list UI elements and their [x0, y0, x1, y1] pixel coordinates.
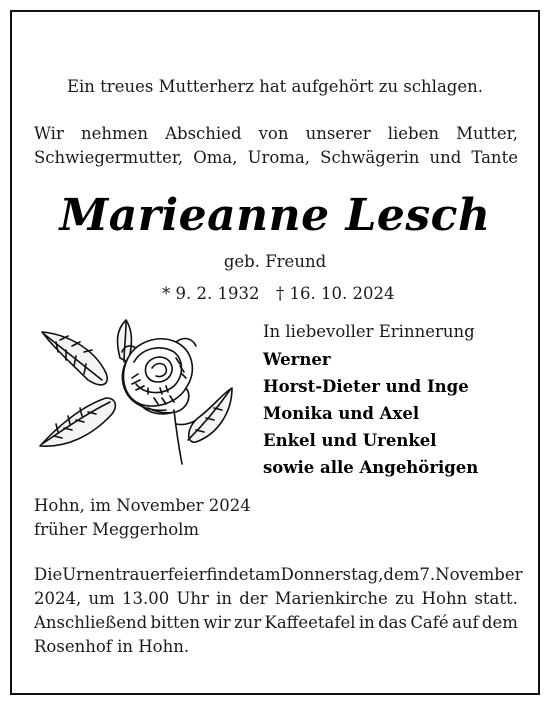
- ceremony-line-3: [34, 613, 518, 633]
- word: Hohn: [421, 589, 468, 608]
- birth-date: * 9. 2. 1932: [162, 284, 260, 303]
- word: Tante: [471, 148, 518, 167]
- word: wir: [203, 613, 231, 632]
- mourners-heading: In liebevoller Erinnerung: [263, 322, 475, 341]
- word: am: [255, 565, 281, 584]
- word: Uhr: [176, 589, 209, 608]
- word: findet: [206, 565, 256, 584]
- former-place: früher Meggerholm: [34, 520, 200, 539]
- word: zu: [395, 589, 415, 608]
- word: 2024,: [34, 589, 82, 608]
- word: Mutter,: [456, 124, 518, 143]
- word: nehmen: [80, 124, 148, 143]
- word: in: [358, 613, 375, 632]
- ceremony-line-4: Rosenhof in Hohn.: [34, 637, 190, 656]
- word: 7.: [419, 565, 436, 584]
- deceased-name: Marieanne Lesch: [59, 190, 491, 241]
- mourner-name: Horst-Dieter und Inge: [263, 377, 469, 396]
- word: bitten: [150, 613, 200, 632]
- mourner-name: sowie alle Angehörigen: [263, 458, 479, 477]
- word: Café: [410, 613, 449, 632]
- maiden-name: geb. Freund: [223, 252, 327, 271]
- word: das: [378, 613, 407, 632]
- word: Oma,: [193, 148, 238, 167]
- word: auf: [451, 613, 479, 632]
- word: dem: [481, 613, 518, 632]
- mourner-name: Werner: [263, 350, 331, 369]
- word: Donnerstag,: [280, 565, 384, 584]
- ceremony-line-2: [34, 589, 518, 609]
- word: lieben: [387, 124, 439, 143]
- word: Schwägerin: [320, 148, 420, 167]
- intro-text: Ein treues Mutterherz hat aufgehört zu schlagen.: [66, 77, 483, 96]
- word: Wir: [34, 124, 64, 143]
- rose-icon: [36, 318, 236, 468]
- word: statt.: [474, 589, 518, 608]
- word: Die: [34, 565, 63, 584]
- mourner-name: Monika und Axel: [263, 404, 420, 423]
- mourner-name: Enkel und Urenkel: [263, 431, 437, 450]
- word: Schwiegermutter,: [34, 148, 184, 167]
- ceremony-line-1: [34, 565, 523, 585]
- place-date: Hohn, im November 2024: [34, 496, 251, 515]
- farewell-line-2: [34, 148, 518, 168]
- word: Kaffeetafel: [264, 613, 356, 632]
- word: Marienkirche: [274, 589, 388, 608]
- word: dem: [383, 565, 420, 584]
- word: um: [88, 589, 115, 608]
- farewell-line-1: [34, 124, 518, 144]
- word: in: [216, 589, 233, 608]
- word: Abschied: [165, 124, 242, 143]
- word: November: [435, 565, 523, 584]
- word: unserer: [305, 124, 371, 143]
- word: Anschließend: [34, 613, 148, 632]
- word: und: [429, 148, 462, 167]
- word: der: [239, 589, 268, 608]
- word: Uroma,: [247, 148, 311, 167]
- death-date: † 16. 10. 2024: [276, 284, 395, 303]
- word: 13.00: [122, 589, 170, 608]
- word: von: [258, 124, 289, 143]
- word: zur: [233, 613, 262, 632]
- word: Urnentrauerfeier: [62, 565, 207, 584]
